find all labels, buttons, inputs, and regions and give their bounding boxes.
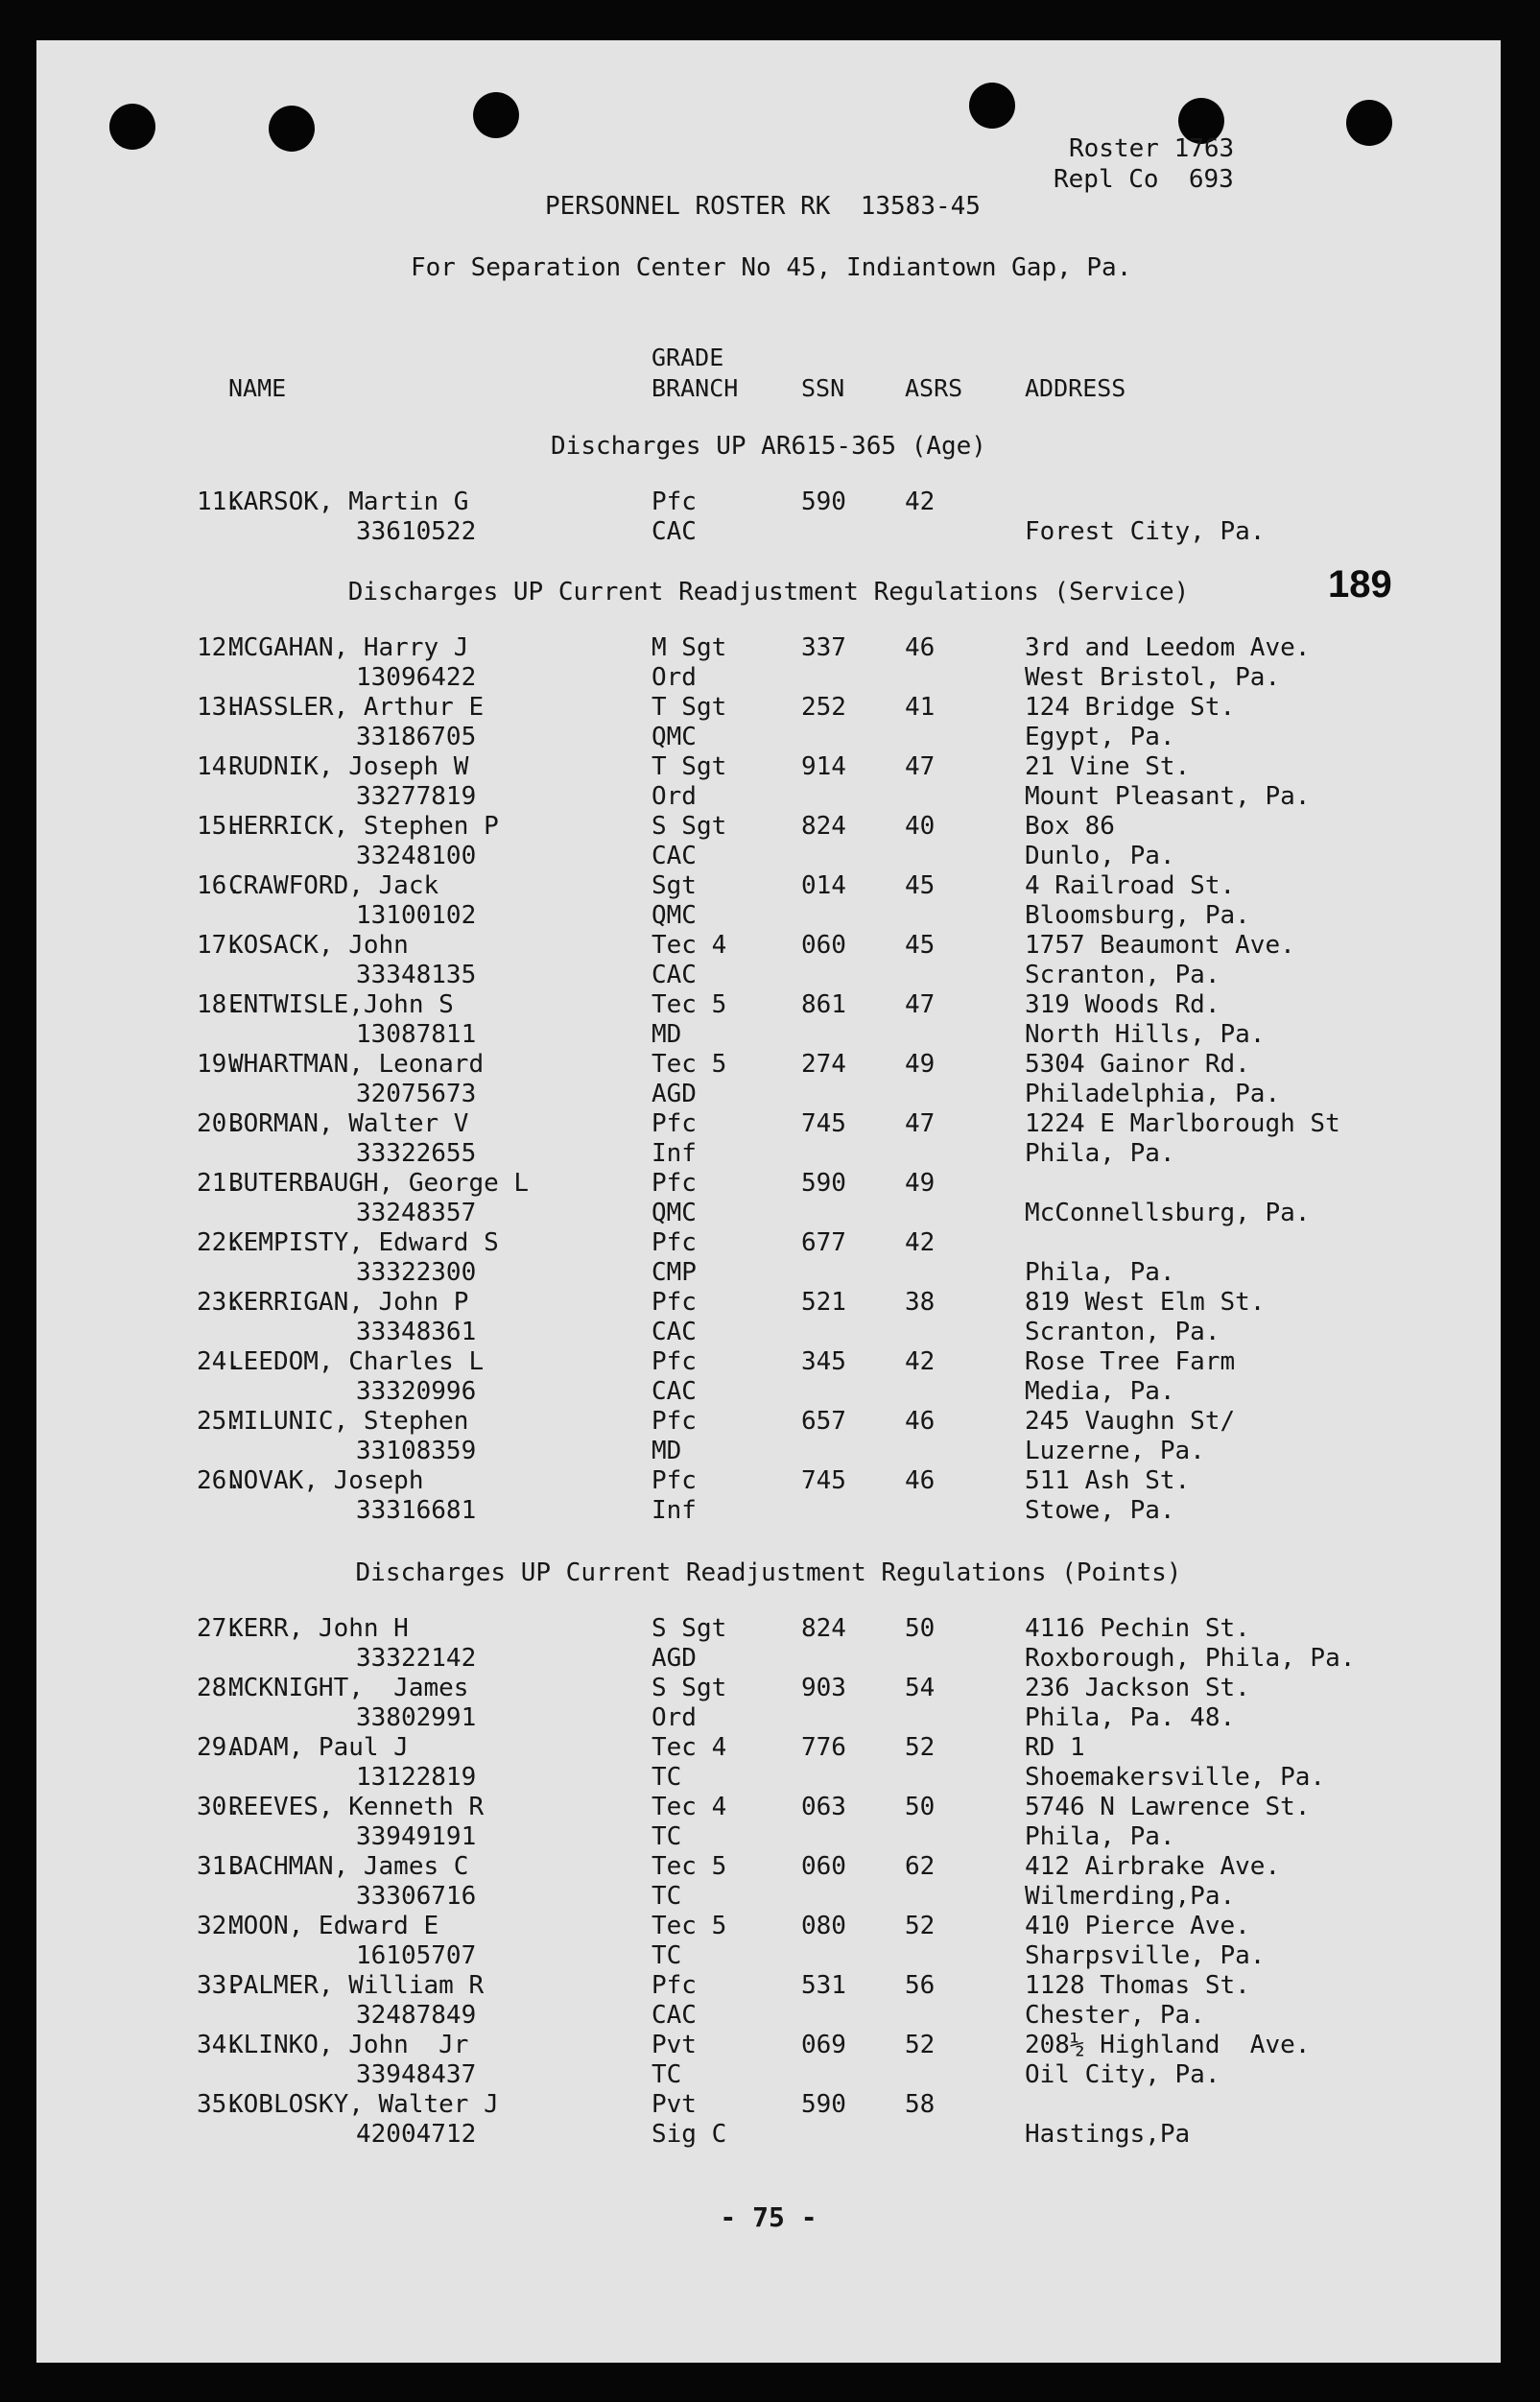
grade: Pfc [652,1347,697,1376]
address-line-1: 3rd and Leedom Ave. [1025,633,1311,662]
service-number: 13100102 [356,901,477,930]
ssn-code: 914 [801,752,846,781]
ssn-code: 531 [801,1971,846,2000]
roster-entry [36,1347,1501,1407]
asrs-score: 58 [905,2090,936,2119]
asrs-score: 50 [905,1614,936,1643]
section-heading: Discharges UP AR615-365 (Age) [551,432,986,461]
grade: Tec 4 [652,1733,727,1762]
service-number: 33306716 [356,1882,477,1911]
soldier-name: PALMER, William R [228,1971,485,2000]
soldier-name: WHARTMAN, Leonard [228,1050,485,1079]
asrs-score: 50 [905,1793,936,1821]
grade: Pfc [652,488,697,516]
entry-number: 19. [197,1050,242,1079]
entry-number: 12. [197,633,242,662]
address-line-2: North Hills, Pa. [1025,1020,1266,1049]
ssn-code: 063 [801,1793,846,1821]
grade: Tec 5 [652,1050,727,1079]
ssn-code: 745 [801,1109,846,1138]
service-number: 32487849 [356,2001,477,2030]
address-line-2: Philadelphia, Pa. [1025,1080,1281,1108]
branch: TC [652,1941,682,1970]
roster-entry [36,2031,1501,2090]
ssn-code: 069 [801,2031,846,2059]
branch: CMP [652,1258,697,1287]
soldier-name: BUTERBAUGH, George L [228,1169,530,1198]
ssn-code: 345 [801,1347,846,1376]
ssn-code: 657 [801,1407,846,1436]
soldier-name: ADAM, Paul J [228,1733,409,1762]
roster-entry [36,1971,1501,2031]
ssn-code: 745 [801,1466,846,1495]
branch: QMC [652,901,697,930]
roster-page [36,40,1501,2363]
entry-number: 34. [197,2031,242,2059]
address-line-2: Egypt, Pa. [1025,723,1175,751]
soldier-name: MOON, Edward E [228,1912,439,1940]
entry-number: 30. [197,1793,242,1821]
entry-number: 35. [197,2090,242,2119]
entry-number: 14. [197,752,242,781]
asrs-score: 62 [905,1852,936,1881]
grade: Tec 5 [652,990,727,1019]
address-line-1: 1757 Beaumont Ave. [1025,931,1295,960]
address-line-1: 124 Bridge St. [1025,693,1236,722]
branch: AGD [652,1644,697,1673]
grade: Tec 4 [652,931,727,960]
col-grade-header: GRADE [652,344,724,371]
branch: QMC [652,1199,697,1227]
branch: AGD [652,1080,697,1108]
service-number: 33802991 [356,1703,477,1732]
branch: TC [652,1763,682,1792]
address-line-2: Luzerne, Pa. [1025,1437,1205,1465]
asrs-score: 40 [905,812,936,841]
soldier-name: RUDNIK, Joseph W [228,752,469,781]
soldier-name: CRAWFORD, Jack [228,871,439,900]
service-number: 33348361 [356,1318,477,1346]
service-number: 13122819 [356,1763,477,1792]
asrs-score: 41 [905,693,936,722]
soldier-name: LEEDOM, Charles L [228,1347,485,1376]
entry-number: 29. [197,1733,242,1762]
address-line-2: Stowe, Pa. [1025,1496,1175,1525]
ssn-code: 014 [801,871,846,900]
grade: Pvt [652,2090,697,2119]
punch-hole [969,83,1015,129]
address-line-2: Phila, Pa. 48. [1025,1703,1236,1732]
entry-number: 20. [197,1109,242,1138]
entry-number: 32. [197,1912,242,1940]
asrs-score: 52 [905,1733,936,1762]
asrs-score: 46 [905,1466,936,1495]
soldier-name: KOSACK, John [228,931,409,960]
soldier-name: BACHMAN, James C [228,1852,469,1881]
address-line-2: Scranton, Pa. [1025,1318,1220,1346]
soldier-name: HASSLER, Arthur E [228,693,485,722]
ssn-code: 677 [801,1228,846,1257]
grade: Pfc [652,1466,697,1495]
grade: Pfc [652,1407,697,1436]
col-address-header: ADDRESS [1025,374,1126,402]
address-line-2: Oil City, Pa. [1025,2060,1220,2089]
address-line-1: 5304 Gainor Rd. [1025,1050,1250,1079]
section-heading: Discharges UP Current Readjustment Regulations (Service) [347,578,1190,606]
asrs-score: 46 [905,633,936,662]
grade: S Sgt [652,1614,727,1643]
address-line-1: 4116 Pechin St. [1025,1614,1250,1643]
branch: Ord [652,663,697,692]
col-ssn-header: SSN [801,374,845,402]
roster-entry [36,1228,1501,1288]
entry-number: 13. [197,693,242,722]
service-number: 33322142 [356,1644,477,1673]
address-line-1: 21 Vine St. [1025,752,1191,781]
address-line-2: Forest City, Pa. [1025,517,1266,546]
punch-hole [473,92,519,138]
section-heading: Discharges UP Current Readjustment Regulations (Points) [355,1558,1182,1587]
service-number: 33186705 [356,723,477,751]
grade: Pfc [652,1109,697,1138]
grade: Pfc [652,1228,697,1257]
address-line-2: Hastings,Pa [1025,2120,1191,2149]
roster-entry [36,1852,1501,1912]
ssn-code: 521 [801,1288,846,1317]
soldier-name: NOVAK, Joseph [228,1466,424,1495]
roster-entry [36,488,1501,547]
service-number: 33320996 [356,1377,477,1406]
col-asrs-header: ASRS [905,374,963,402]
address-line-1: 412 Airbrake Ave. [1025,1852,1281,1881]
address-line-1: Rose Tree Farm [1025,1347,1236,1376]
asrs-score: 49 [905,1169,936,1198]
ssn-code: 824 [801,1614,846,1643]
service-number: 13087811 [356,1020,477,1049]
asrs-score: 38 [905,1288,936,1317]
service-number: 33348135 [356,961,477,989]
branch: CAC [652,842,697,870]
grade: Sgt [652,871,697,900]
roster-entry [36,871,1501,931]
document-subtitle: For Separation Center No 45, Indiantown Gap, Pa. [411,253,1132,282]
roster-entry [36,1466,1501,1526]
asrs-score: 52 [905,2031,936,2059]
address-line-1: 5746 N Lawrence St. [1025,1793,1311,1821]
roster-entry [36,1793,1501,1852]
address-line-2: Chester, Pa. [1025,2001,1205,2030]
service-number: 33316681 [356,1496,477,1525]
entry-number: 11. [197,488,242,516]
address-line-1: 236 Jackson St. [1025,1674,1250,1702]
branch: CAC [652,961,697,989]
entry-number: 28. [197,1674,242,1702]
ssn-code: 060 [801,931,846,960]
entry-number: 16. [197,871,242,900]
grade: Tec 4 [652,1793,727,1821]
document-title: PERSONNEL ROSTER RK 13583-45 [545,192,981,221]
roster-entry [36,1733,1501,1793]
asrs-score: 47 [905,752,936,781]
address-line-1: 1128 Thomas St. [1025,1971,1250,2000]
asrs-score: 52 [905,1912,936,1940]
roster-number: Roster 1763 [1069,134,1235,163]
service-number: 33248100 [356,842,477,870]
roster-entry [36,812,1501,871]
entry-number: 23. [197,1288,242,1317]
entry-number: 26. [197,1466,242,1495]
address-line-2: Phila, Pa. [1025,1258,1175,1287]
ssn-code: 252 [801,693,846,722]
branch: Sig C [652,2120,727,2149]
address-line-1: RD 1 [1025,1733,1085,1762]
asrs-score: 42 [905,1228,936,1257]
soldier-name: MCGAHAN, Harry J [228,633,469,662]
address-line-2: Mount Pleasant, Pa. [1025,782,1311,811]
soldier-name: KOBLOSKY, Walter J [228,2090,499,2119]
roster-entry [36,2090,1501,2150]
entry-number: 18. [197,990,242,1019]
branch: TC [652,2060,682,2089]
address-line-2: West Bristol, Pa. [1025,663,1281,692]
service-number: 33949191 [356,1822,477,1851]
grade: T Sgt [652,693,727,722]
entry-number: 15. [197,812,242,841]
branch: Ord [652,782,697,811]
roster-entry [36,1614,1501,1674]
ssn-code: 824 [801,812,846,841]
col-branch-header: BRANCH [652,374,739,402]
soldier-name: KERR, John H [228,1614,409,1643]
asrs-score: 46 [905,1407,936,1436]
punch-hole [269,106,315,152]
asrs-score: 45 [905,931,936,960]
asrs-score: 47 [905,1109,936,1138]
grade: S Sgt [652,1674,727,1702]
asrs-score: 47 [905,990,936,1019]
branch: QMC [652,723,697,751]
roster-entry [36,1912,1501,1971]
grade: Tec 5 [652,1912,727,1940]
grade: T Sgt [652,752,727,781]
address-line-1: 4 Railroad St. [1025,871,1236,900]
branch: CAC [652,2001,697,2030]
branch: CAC [652,1318,697,1346]
branch: Ord [652,1703,697,1732]
soldier-name: BORMAN, Walter V [228,1109,469,1138]
grade: Pfc [652,1169,697,1198]
address-line-2: Phila, Pa. [1025,1822,1175,1851]
soldier-name: KERRIGAN, John P [228,1288,469,1317]
service-number: 32075673 [356,1080,477,1108]
soldier-name: HERRICK, Stephen P [228,812,499,841]
asrs-score: 56 [905,1971,936,2000]
roster-entry [36,990,1501,1050]
branch: CAC [652,517,697,546]
roster-entry [36,1050,1501,1109]
ssn-code: 861 [801,990,846,1019]
entry-number: 33. [197,1971,242,2000]
service-number: 33948437 [356,2060,477,2089]
branch: Inf [652,1139,697,1168]
branch: MD [652,1020,682,1049]
roster-entry [36,633,1501,693]
soldier-name: MILUNIC, Stephen [228,1407,469,1436]
address-line-1: 319 Woods Rd. [1025,990,1220,1019]
entry-number: 27. [197,1614,242,1643]
asrs-score: 49 [905,1050,936,1079]
ssn-code: 080 [801,1912,846,1940]
address-line-2: Dunlo, Pa. [1025,842,1175,870]
stamp-number: 189 [1328,563,1392,606]
soldier-name: KLINKO, John Jr [228,2031,469,2059]
entry-number: 24. [197,1347,242,1376]
grade: Pfc [652,1971,697,2000]
ssn-code: 590 [801,488,846,516]
page-number: - 75 - [720,2201,817,2233]
address-line-1: 1224 E Marlborough St [1025,1109,1340,1138]
soldier-name: KARSOK, Martin G [228,488,469,516]
service-number: 33248357 [356,1199,477,1227]
address-line-1: 410 Pierce Ave. [1025,1912,1250,1940]
service-number: 33277819 [356,782,477,811]
grade: Pfc [652,1288,697,1317]
grade: S Sgt [652,812,727,841]
branch: TC [652,1882,682,1911]
punch-hole [109,104,155,150]
roster-entry [36,1407,1501,1466]
replacement-company: Repl Co 693 [1054,165,1234,194]
col-name-header: NAME [228,374,287,402]
entry-number: 17. [197,931,242,960]
address-line-1: 208½ Highland Ave. [1025,2031,1311,2059]
soldier-name: MCKNIGHT, James [228,1674,469,1702]
service-number: 33610522 [356,517,477,546]
address-line-1: 511 Ash St. [1025,1466,1191,1495]
soldier-name: KEMPISTY, Edward S [228,1228,499,1257]
asrs-score: 45 [905,871,936,900]
address-line-2: Shoemakersville, Pa. [1025,1763,1326,1792]
roster-entry [36,693,1501,752]
branch: CAC [652,1377,697,1406]
ssn-code: 590 [801,2090,846,2119]
address-line-2: Wilmerding,Pa. [1025,1882,1236,1911]
asrs-score: 54 [905,1674,936,1702]
address-line-2: McConnellsburg, Pa. [1025,1199,1311,1227]
soldier-name: REEVES, Kenneth R [228,1793,485,1821]
address-line-2: Sharpsville, Pa. [1025,1941,1266,1970]
ssn-code: 590 [801,1169,846,1198]
ssn-code: 274 [801,1050,846,1079]
address-line-2: Media, Pa. [1025,1377,1175,1406]
service-number: 33322300 [356,1258,477,1287]
soldier-name: ENTWISLE,John S [228,990,454,1019]
punch-hole [1346,100,1392,146]
branch: TC [652,1822,682,1851]
ssn-code: 337 [801,633,846,662]
grade: M Sgt [652,633,727,662]
roster-entry [36,1109,1501,1169]
address-line-2: Scranton, Pa. [1025,961,1220,989]
address-line-1: Box 86 [1025,812,1115,841]
entry-number: 25. [197,1407,242,1436]
ssn-code: 060 [801,1852,846,1881]
service-number: 33322655 [356,1139,477,1168]
grade: Tec 5 [652,1852,727,1881]
address-line-1: 819 West Elm St. [1025,1288,1266,1317]
service-number: 16105707 [356,1941,477,1970]
roster-entry [36,1674,1501,1733]
branch: Inf [652,1496,697,1525]
roster-entry [36,752,1501,812]
service-number: 42004712 [356,2120,477,2149]
roster-entry [36,1288,1501,1347]
entry-number: 21. [197,1169,242,1198]
asrs-score: 42 [905,1347,936,1376]
roster-entry [36,1169,1501,1228]
address-line-2: Bloomsburg, Pa. [1025,901,1250,930]
grade: Pvt [652,2031,697,2059]
entry-number: 22. [197,1228,242,1257]
ssn-code: 776 [801,1733,846,1762]
entry-number: 31. [197,1852,242,1881]
address-line-2: Roxborough, Phila, Pa. [1025,1644,1356,1673]
address-line-1: 245 Vaughn St/ [1025,1407,1236,1436]
ssn-code: 903 [801,1674,846,1702]
roster-entry [36,931,1501,990]
branch: MD [652,1437,682,1465]
service-number: 33108359 [356,1437,477,1465]
address-line-2: Phila, Pa. [1025,1139,1175,1168]
service-number: 13096422 [356,663,477,692]
asrs-score: 42 [905,488,936,516]
